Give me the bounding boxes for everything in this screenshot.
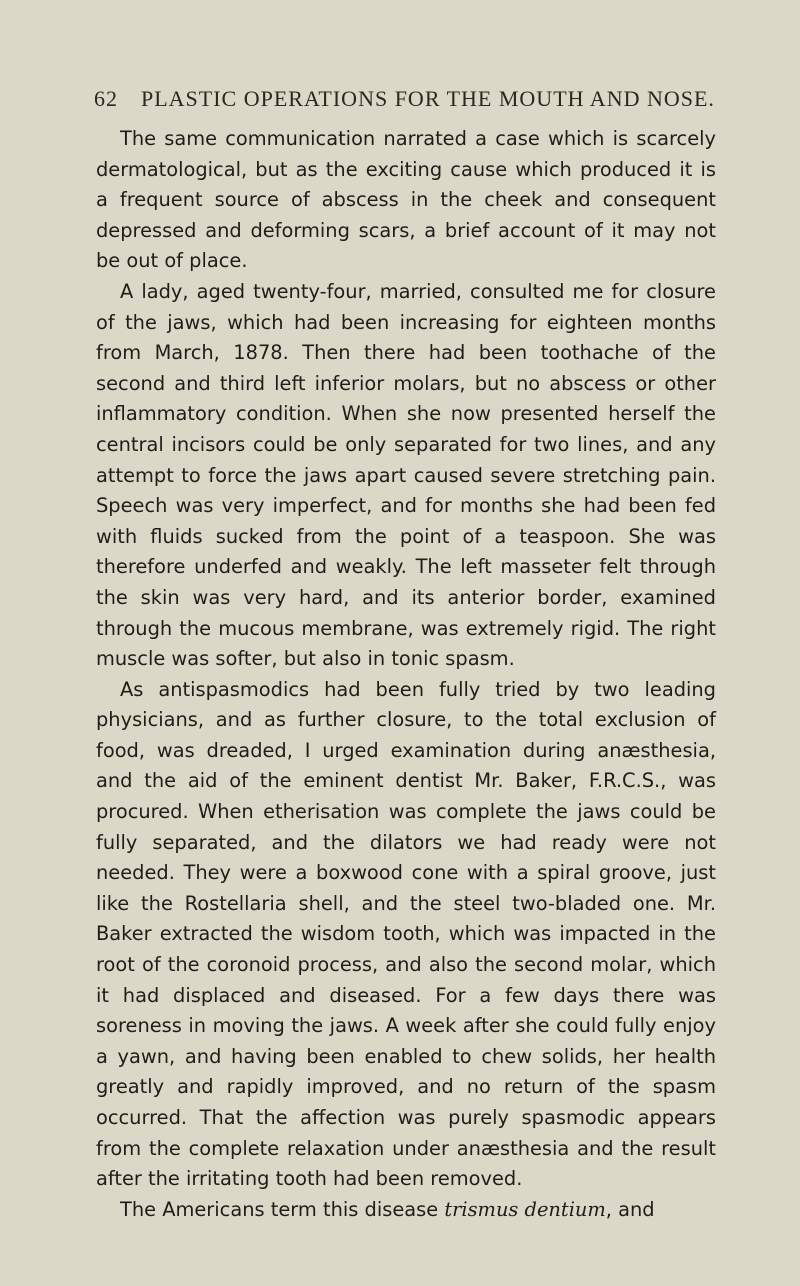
- paragraph: As antispasmodics had been fully tried by two leading physicians, and as further closure, to the total exclusion of food, was dreaded, I urged examination during anæsthesia, and the aid of the eminent dentist Mr. Baker, F.R.C.S., was procured. When etherisation was complete the jaws could be fully separated, and the dilators we had ready were not needed. They were a boxwood cone with a spiral groove, just like the Rostellaria shell, and the steel two-bladed one. Mr. Baker extracted the wisdom tooth, which was impacted in the root of the coronoid process, and also the second molar, which it had displaced and diseased. For a few days there was soreness in moving the jaws. A week after she could fully enjoy a yawn, and having been enabled to chew solids, her health greatly and rapidly improved, and no return of the spasm occurred. That the affection was purely spasmodic appears from the complete relaxation under anæsthesia and the result after the irritating tooth had been removed.: [96, 677, 716, 1191]
- running-head: [96, 86, 740, 114]
- italic-term: trismus dentium: [444, 1197, 606, 1221]
- paragraph-text: The Americans term this disease: [120, 1197, 445, 1221]
- running-title: PLASTIC OPERATIONS FOR THE MOUTH AND NOSE.: [141, 86, 715, 111]
- paragraph-final: [96, 1195, 716, 1226]
- paragraph: The same communication narrated a case which is scarcely dermatological, but as the exciting cause which produced it is a frequent source of abscess in the cheek and consequent depressed and deforming scars, a brief account of it may not be out of place.: [96, 127, 716, 273]
- page-number: 62: [94, 86, 118, 111]
- body-text: [96, 124, 716, 1225]
- paragraph-text: , and: [605, 1197, 655, 1221]
- paragraph: A lady, aged twenty-four, married, consulted me for closure of the jaws, which had been increasing for eighteen months from March, 1878. Then there had been toothache of the second and third left inferior molars, but no abscess or other inflammatory condition. When she now presented herself the central incisors could be only separated for two lines, and any attempt to force the jaws apart caused severe stretching pain. Speech was very imperfect, and for months she had been fed with fluids sucked from the point of a teaspoon. She was therefore underfed and weakly. The left masseter felt through the skin was very hard, and its anterior border, examined through the mucous membrane, was extremely rigid. The right muscle was softer, but also in tonic spasm.: [96, 279, 716, 671]
